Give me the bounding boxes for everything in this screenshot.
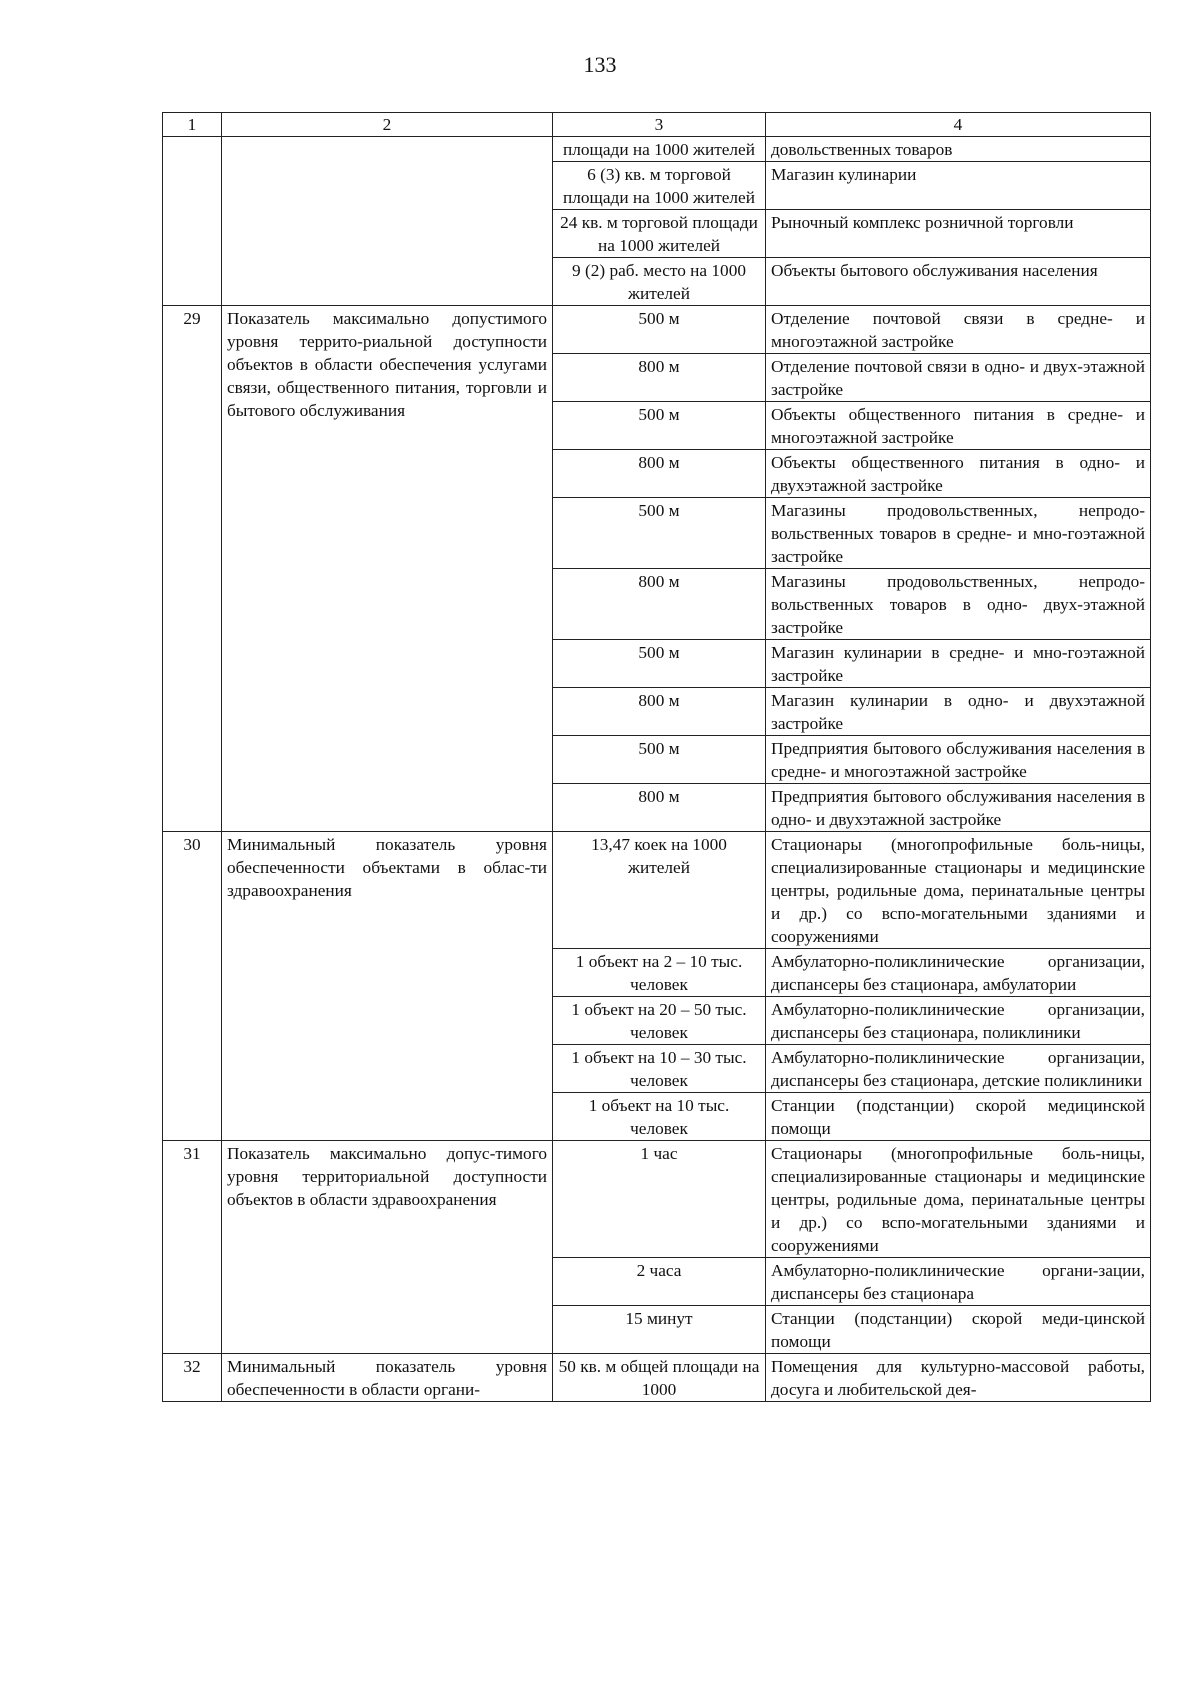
facility-type: Рыночный комплекс розничной торговли	[766, 210, 1151, 258]
row-number: 29	[163, 306, 222, 832]
facility-type: Предприятия бытового обслуживания населения в одно- и двухэтажной застройке	[766, 784, 1151, 832]
norm-value: площади на 1000 жителей	[553, 137, 766, 162]
norm-value: 800 м	[553, 569, 766, 640]
norm-value: 9 (2) раб. место на 1000 жителей	[553, 258, 766, 306]
facility-type: Стационары (многопрофильные боль-ницы, специализированные стационары и медицинские центры, родильные дома, перинатальные центры и др.) со вспо-могательными зданиями и сооружениями	[766, 832, 1151, 949]
facility-type: Магазины продовольственных, непродо-вольственных товаров в средне- и мно-гоэтажной застройке	[766, 498, 1151, 569]
indicator-name: Минимальный показатель уровня обеспеченности объектами в облас-ти здравоохранения	[222, 832, 553, 1141]
norm-value: 500 м	[553, 306, 766, 354]
facility-type: Магазин кулинарии в одно- и двухэтажной застройке	[766, 688, 1151, 736]
table-row	[163, 1141, 1151, 1258]
norm-value: 800 м	[553, 450, 766, 498]
facility-type: Объекты общественного питания в средне- и многоэтажной застройке	[766, 402, 1151, 450]
norm-value: 1 объект на 2 – 10 тыс. человек	[553, 949, 766, 997]
facility-type: Станции (подстанции) скорой медицинской помощи	[766, 1093, 1151, 1141]
norm-value: 13,47 коек на 1000 жителей	[553, 832, 766, 949]
norm-value: 500 м	[553, 402, 766, 450]
facility-type: Магазины продовольственных, непродо-вольственных товаров в одно- двух-этажной застройке	[766, 569, 1151, 640]
standards-table	[162, 112, 1151, 1402]
facility-type: Объекты общественного питания в одно- и двухэтажной застройке	[766, 450, 1151, 498]
facility-type: Станции (подстанции) скорой меди-цинской помощи	[766, 1306, 1151, 1354]
facility-type: Амбулаторно-поликлинические органи-зации, диспансеры без стационара	[766, 1258, 1151, 1306]
row-number: 30	[163, 832, 222, 1141]
facility-type: Стационары (многопрофильные боль-ницы, специализированные стационары и медицинские центры, родильные дома, перинатальные центры и др.) со вспо-могательными зданиями и сооружениями	[766, 1141, 1151, 1258]
row-number: 31	[163, 1141, 222, 1354]
column-header-2: 2	[222, 113, 553, 137]
norm-value: 500 м	[553, 640, 766, 688]
facility-type: Отделение почтовой связи в средне- и многоэтажной застройке	[766, 306, 1151, 354]
table-row	[163, 832, 1151, 949]
column-number-row	[163, 113, 1151, 137]
norm-value: 500 м	[553, 736, 766, 784]
page-number: 133	[583, 52, 617, 77]
indicator-name	[222, 137, 553, 306]
facility-type: довольственных товаров	[766, 137, 1151, 162]
indicator-name: Показатель максимально допустимого уровня террито-риальной доступности объектов в области обеспечения услугами связи, общественного питания, торговли и бытового обслуживания	[222, 306, 553, 832]
facility-type: Отделение почтовой связи в одно- и двух-этажной застройке	[766, 354, 1151, 402]
norm-value: 6 (3) кв. м торговой площади на 1000 жителей	[553, 162, 766, 210]
facility-type: Помещения для культурно-массовой работы, досуга и любительской дея-	[766, 1354, 1151, 1402]
norm-value: 1 объект на 20 – 50 тыс. человек	[553, 997, 766, 1045]
norm-value: 800 м	[553, 784, 766, 832]
table-row	[163, 1354, 1151, 1402]
norm-value: 800 м	[553, 354, 766, 402]
norm-value: 1 объект на 10 тыс. человек	[553, 1093, 766, 1141]
column-header-3: 3	[553, 113, 766, 137]
facility-type: Магазин кулинарии в средне- и мно-гоэтажной застройке	[766, 640, 1151, 688]
table-row	[163, 137, 1151, 162]
norm-value: 500 м	[553, 498, 766, 569]
indicator-name: Минимальный показатель уровня обеспеченности в области органи-	[222, 1354, 553, 1402]
facility-type: Амбулаторно-поликлинические организации, диспансеры без стационара, амбулатории	[766, 949, 1151, 997]
norm-value: 24 кв. м торговой площади на 1000 жителей	[553, 210, 766, 258]
facility-type: Объекты бытового обслуживания населения	[766, 258, 1151, 306]
norm-value: 800 м	[553, 688, 766, 736]
facility-type: Амбулаторно-поликлинические организации, диспансеры без стационара, детские поликлиники	[766, 1045, 1151, 1093]
norm-value: 1 час	[553, 1141, 766, 1258]
row-number	[163, 137, 222, 306]
norm-value: 2 часа	[553, 1258, 766, 1306]
norm-value: 1 объект на 10 – 30 тыс. человек	[553, 1045, 766, 1093]
column-header-4: 4	[766, 113, 1151, 137]
norm-value: 15 минут	[553, 1306, 766, 1354]
column-header-1: 1	[163, 113, 222, 137]
facility-type: Магазин кулинарии	[766, 162, 1151, 210]
norm-value: 50 кв. м общей площади на 1000	[553, 1354, 766, 1402]
row-number: 32	[163, 1354, 222, 1402]
indicator-name: Показатель максимально допус-тимого уровня территориальной доступности объектов в области здравоохранения	[222, 1141, 553, 1354]
table-row	[163, 306, 1151, 354]
facility-type: Амбулаторно-поликлинические организации, диспансеры без стационара, поликлиники	[766, 997, 1151, 1045]
facility-type: Предприятия бытового обслуживания населения в средне- и многоэтажной застройке	[766, 736, 1151, 784]
